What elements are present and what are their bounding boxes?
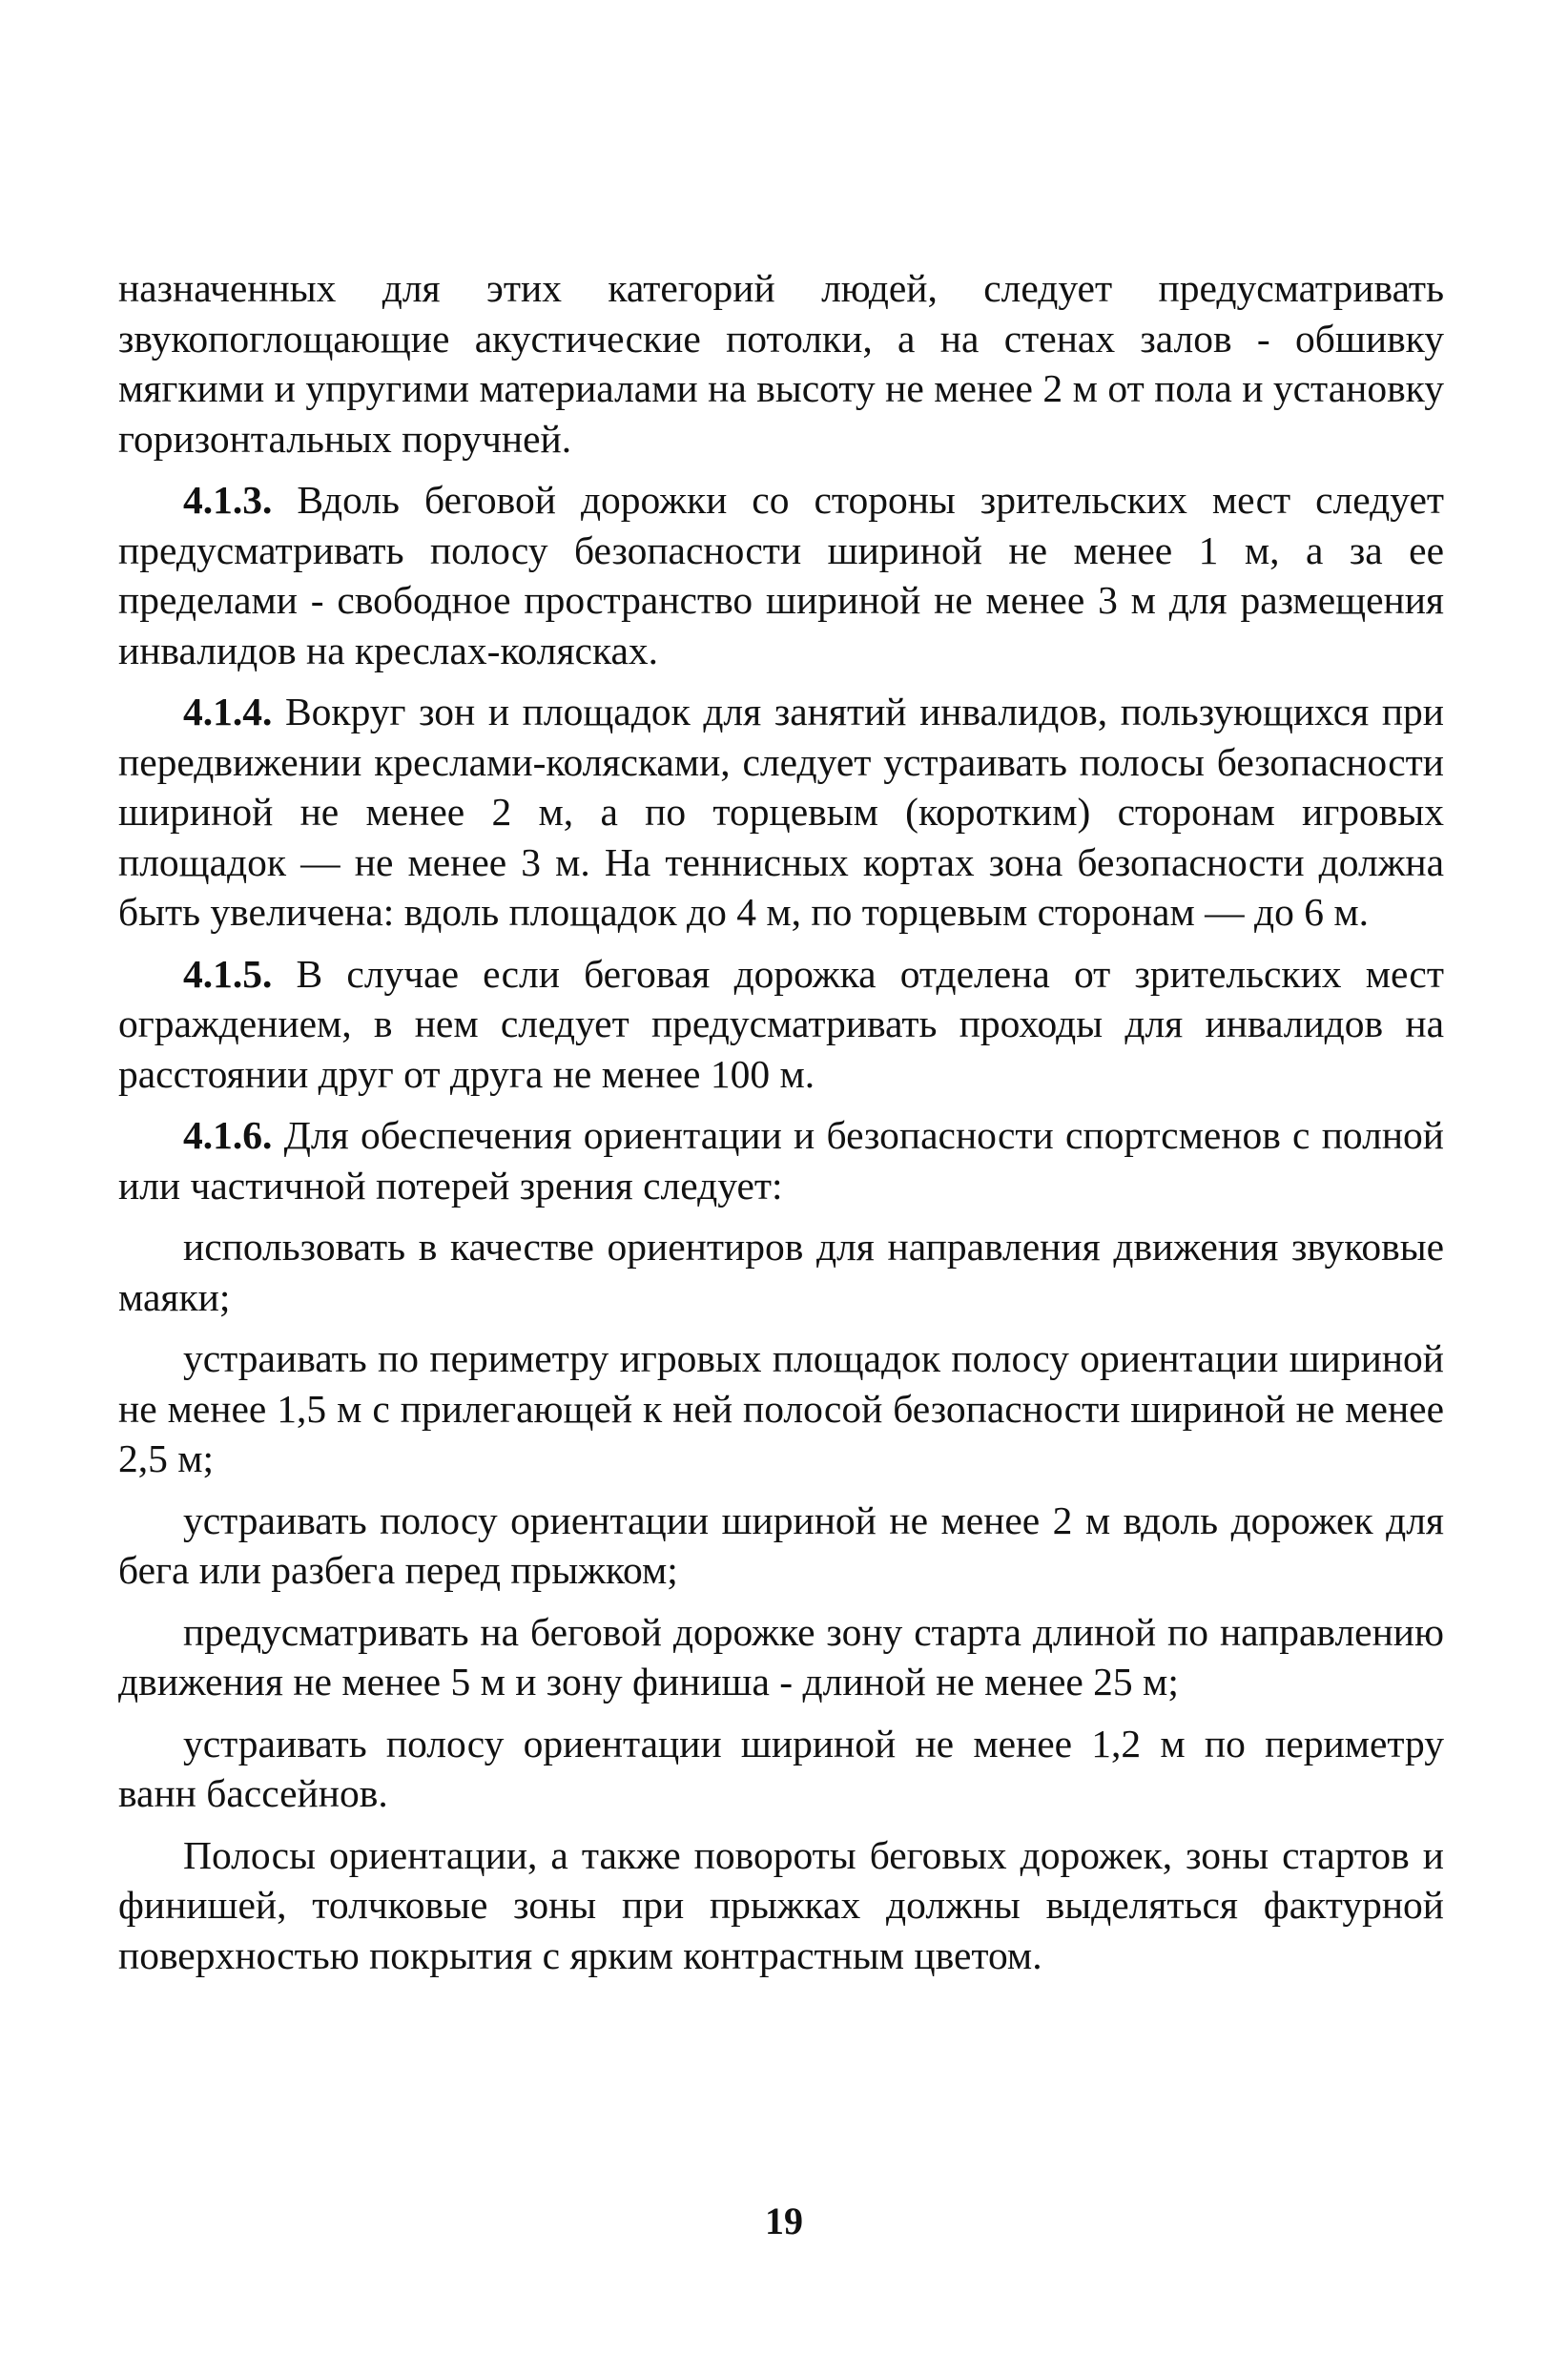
paragraph-continuation — [118, 263, 1444, 464]
body-text — [118, 263, 1444, 1980]
list-item — [118, 1607, 1444, 1707]
clause-text: Вдоль беговой дорожки со стороны зрительских мест следует предусматривать полосу безопасности шириной не менее 1 м, а за ее пределами - свободное пространство шириной не менее 3 м для размещения инвалидов на креслах-колясках. — [118, 478, 1445, 672]
list-item — [118, 1222, 1444, 1322]
paragraph-text: Полосы ориентации, а также повороты беговых дорожек, зоны стартов и финишей, толчковые зоны при прыжках должны выделяться фактурной поверхностью покрытия с ярким контрастным цветом. — [118, 1832, 1444, 1977]
clause-number: 4.1.5. — [183, 951, 273, 996]
list-item-text: использовать в качестве ориентиров для направления движения звуковые маяки; — [118, 1225, 1444, 1319]
clause-number: 4.1.6. — [183, 1113, 273, 1157]
closing-paragraph — [118, 1830, 1444, 1981]
page-number: 19 — [765, 2199, 803, 2242]
paragraph-text: назначенных для этих категорий людей, следует предусматривать звукопоглощающие акустические потолки, а на стенах залов - обшивку мягкими и упругими материалами на высоту не менее 2 м от пола и установку горизонтальных поручней. — [118, 266, 1444, 461]
clause-4-1-4 — [118, 687, 1444, 938]
list-item — [118, 1719, 1444, 1819]
list-item-text: предусматривать на беговой дорожке зону старта длиной по направлению движения не менее 5 м и зону финиша - длиной не менее 25 м; — [118, 1609, 1444, 1704]
list-item-text: устраивать полосу ориентации шириной не менее 2 м вдоль дорожек для бега или разбега перед прыжком; — [118, 1497, 1444, 1592]
clause-text: В случае если беговая дорожка отделена от зрительских мест ограждением, в нем следует предусматривать проходы для инвалидов на расстоянии друг от друга не менее 100 м. — [118, 951, 1444, 1096]
list-item — [118, 1496, 1444, 1596]
clause-4-1-3 — [118, 475, 1444, 675]
clause-number: 4.1.3. — [183, 478, 273, 522]
list-item-text: устраивать полосу ориентации шириной не менее 1,2 м по периметру ванн бассейнов. — [118, 1721, 1444, 1815]
list-item-text: устраивать по периметру игровых площадок полосу ориентации шириной не менее 1,5 м с прилегающей к ней полосой безопасности шириной не менее 2,5 м; — [118, 1336, 1444, 1480]
clause-4-1-6 — [118, 1110, 1444, 1210]
clause-text: Для обеспечения ориентации и безопасности спортсменов с полной или частичной потерей зрения следует: — [118, 1113, 1445, 1208]
list-item — [118, 1333, 1444, 1484]
clause-4-1-5 — [118, 949, 1444, 1100]
clause-text: Вокруг зон и площадок для занятий инвалидов, пользующихся при передвижении креслами-колясками, следует устраивать полосы безопасности шириной не менее 2 м, а по торцевым (коротким) сторонам игровых площадок — не менее 3 м. На теннисных кортах зона безопасности должна быть увеличена: вдоль площадок до 4 м, по торцевым сторонам — до 6 м. — [118, 690, 1445, 934]
clause-number: 4.1.4. — [183, 690, 273, 733]
